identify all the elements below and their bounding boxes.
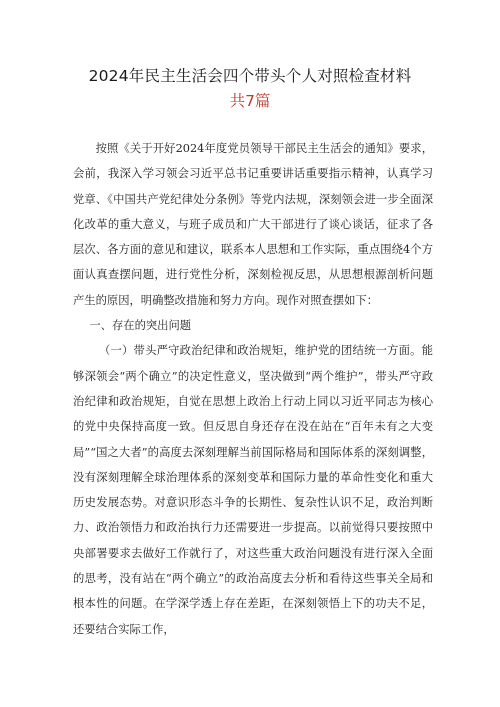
document-body — [73, 136, 433, 642]
section-heading: 一、存在的突出问题 — [89, 319, 192, 333]
intro-paragraph: 按照《关于开好2024年度党员领导干部民主生活会的通知》要求，会前，我深入学习领会习近平总书记重要讲话重要指示精神，认真学习党章、《中国共产党纪律处分条例》等党内法规，深刻领会进一步全面深化改革的重大意义，与班子成员和广大干部进行了谈心谈话，征求了各层次、各方面的意见和建议，联系本人思想和工作实际，重点围绕4个方面认真查摆问题，进行党性分析，深刻检视反思，从思想根源剖析问题产生的原因，明确整改措施和努力方向。现作对照查摆如下： — [73, 142, 433, 307]
document-title: 2024年民主生活会四个带头个人对照检查材料 — [88, 67, 412, 85]
subsection-paragraph: （一）带头严守政治纪律和政治规矩，维护党的团结统一方面。能够深领会“两个确立”的决定性意义，坚决做到“两个维护”，带头严守政治纪律和政治规矩，自觉在思想上政治上行动上同以习近平同志为核心的党中央保持高度一致。但反思自身还存在没在站在“百年未有之大变局”“国之大者”的高度去深刻理解当前国际格局和国际体系的深刻调整，没有深刻理解全球治理体系的深刻变革和国际力量的革命性变化和重大历史发展态势。对意识形态斗争的长期性、复杂性认识不足，政治判断力、政治领悟力和政治执行力还需要进一步提高。以前觉得只要按照中央部署要求去做好工作就行了，对这些重大政治问题没有进行深入全面的思考，没有站在“两个确立”的政治高度去分析和看待这些事关全局和根本性的问题。在学深学透上存在差距，在深刻领悟上下的功夫不足，还要结合实际工作， — [73, 344, 433, 636]
document-subtitle: 共7篇 — [229, 92, 271, 110]
